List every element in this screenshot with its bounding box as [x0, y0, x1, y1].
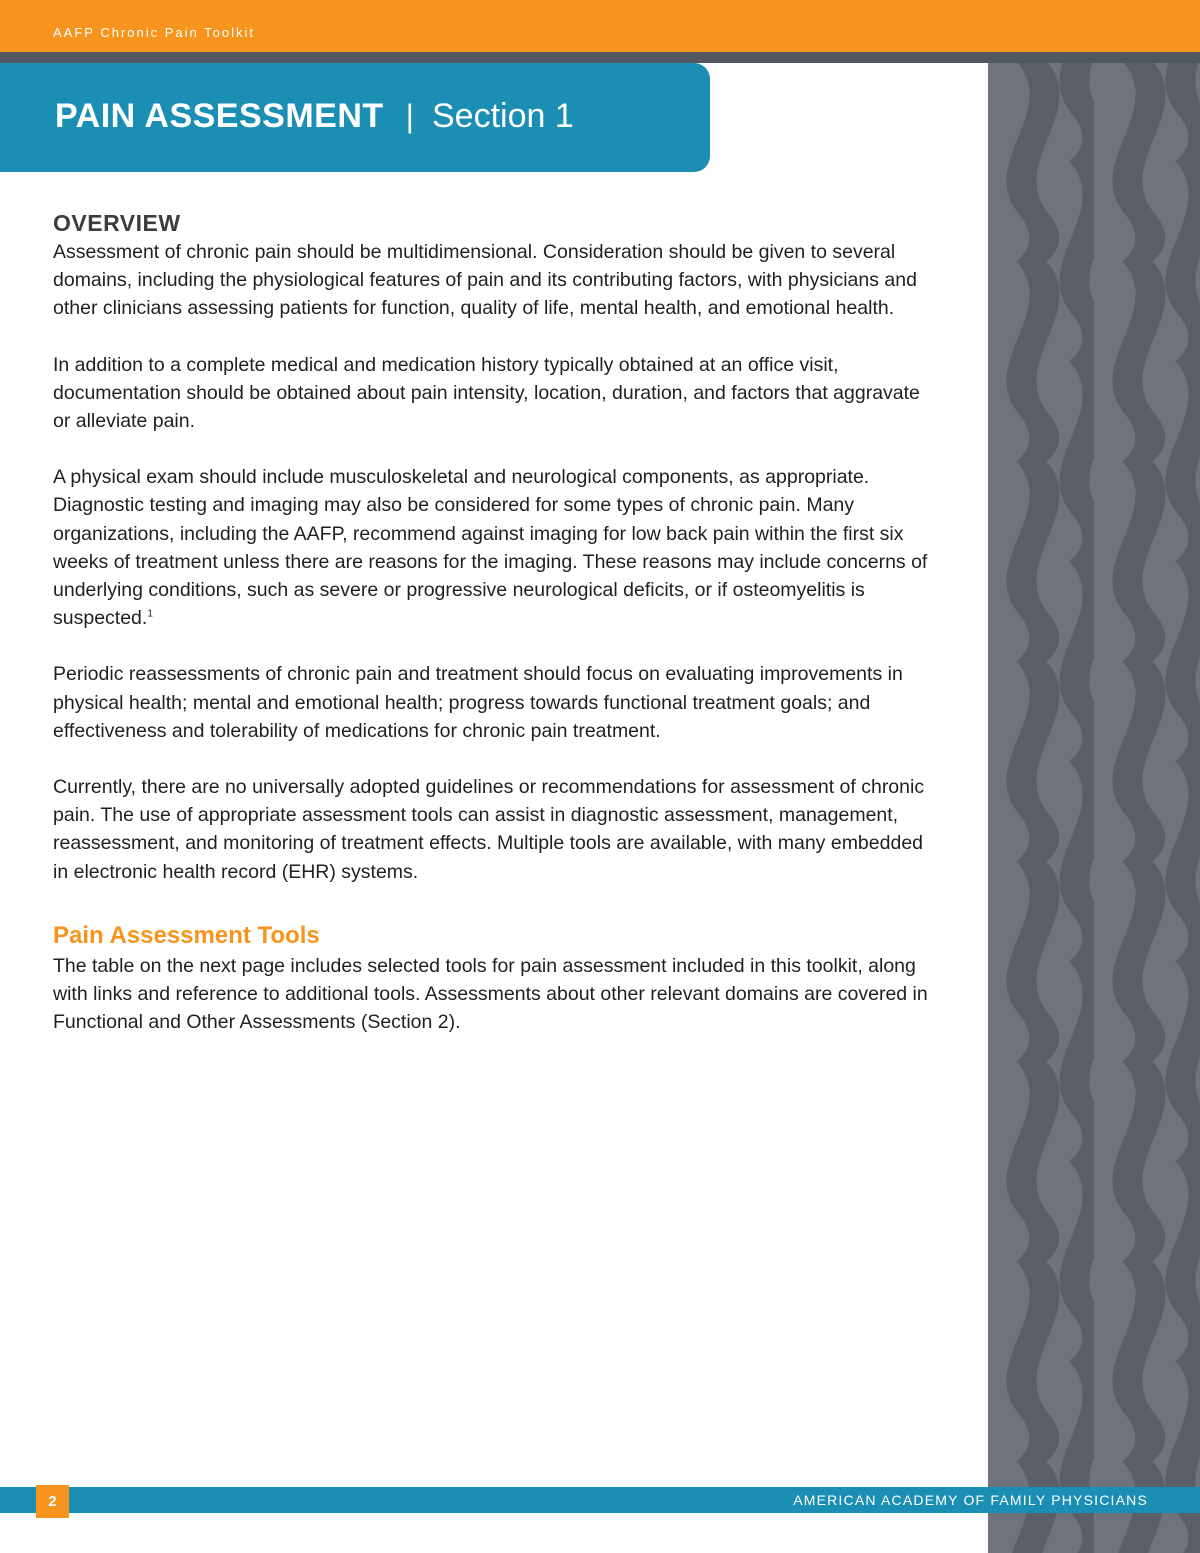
overview-paragraph-2: In addition to a complete medical and medication history typically obtained at an office visit, documentation should be obtained about pain intensity, location, duration, and factors that aggravate or alleviate pain. — [53, 353, 920, 433]
header-divider-strip — [0, 52, 1200, 63]
organization-name: AMERICAN ACADEMY OF FAMILY PHYSICIANS — [793, 1492, 1148, 1508]
top-header-band — [0, 0, 1200, 52]
section-header-tab — [0, 63, 710, 172]
page-number-badge: 2 — [36, 1485, 69, 1518]
wave-pattern-graphic — [988, 63, 1200, 1553]
tools-paragraph: The table on the next page includes selected tools for pain assessment included in this toolkit, along with links and reference to additional tools. Assessments about other relevant domains are covered in Functional and Other Assessments (Section 2). — [53, 954, 928, 1034]
section-title: PAIN ASSESSMENT — [55, 97, 384, 135]
overview-paragraph-1: Assessment of chronic pain should be multidimensional. Consideration should be given to several domains, including the physiological features of pain and its contributing factors, with physicians and other clinicians assessing patients for function, quality of life, mental health, and emotional health. — [53, 241, 917, 320]
overview-paragraph-5: Currently, there are no universally adopted guidelines or recommendations for assessment of chronic pain. The use of appropriate assessment tools can assist in diagnostic assessment, management, reassessment, and monitoring of treatment effects. Multiple tools are available, with many embedded in electronic health record (EHR) systems. — [53, 776, 925, 883]
decorative-side-panel — [988, 63, 1200, 1553]
overview-paragraph-3-text: A physical exam should include musculoskeletal and neurological components, as appropriate. Diagnostic testing and imaging may also be considered for some types of chronic pain. Many organizations, including the AAFP, recommend against imaging for low back pain within the first six weeks of treatment unless there are reasons for the imaging. These reasons may include concerns of underlying conditions, such as severe or progressive neurological deficits, or if osteomyelitis is suspected. — [53, 466, 928, 630]
main-content — [53, 208, 933, 1064]
overview-paragraph-4: Periodic reassessments of chronic pain and treatment should focus on evaluating improvements in physical health; mental and emotional health; progress towards functional treatment goals; and effectiveness and tolerability of medications for chronic pain treatment. — [53, 663, 903, 742]
document-title: AAFP Chronic Pain Toolkit — [53, 25, 255, 40]
overview-heading: OVERVIEW — [53, 210, 181, 236]
section-number: Section 1 — [431, 97, 574, 135]
title-separator: | — [405, 98, 414, 134]
tools-heading: Pain Assessment Tools — [53, 921, 320, 949]
section-title-row — [55, 97, 574, 136]
footnote-reference: 1 — [147, 608, 153, 620]
overview-paragraph-3 — [53, 463, 933, 632]
